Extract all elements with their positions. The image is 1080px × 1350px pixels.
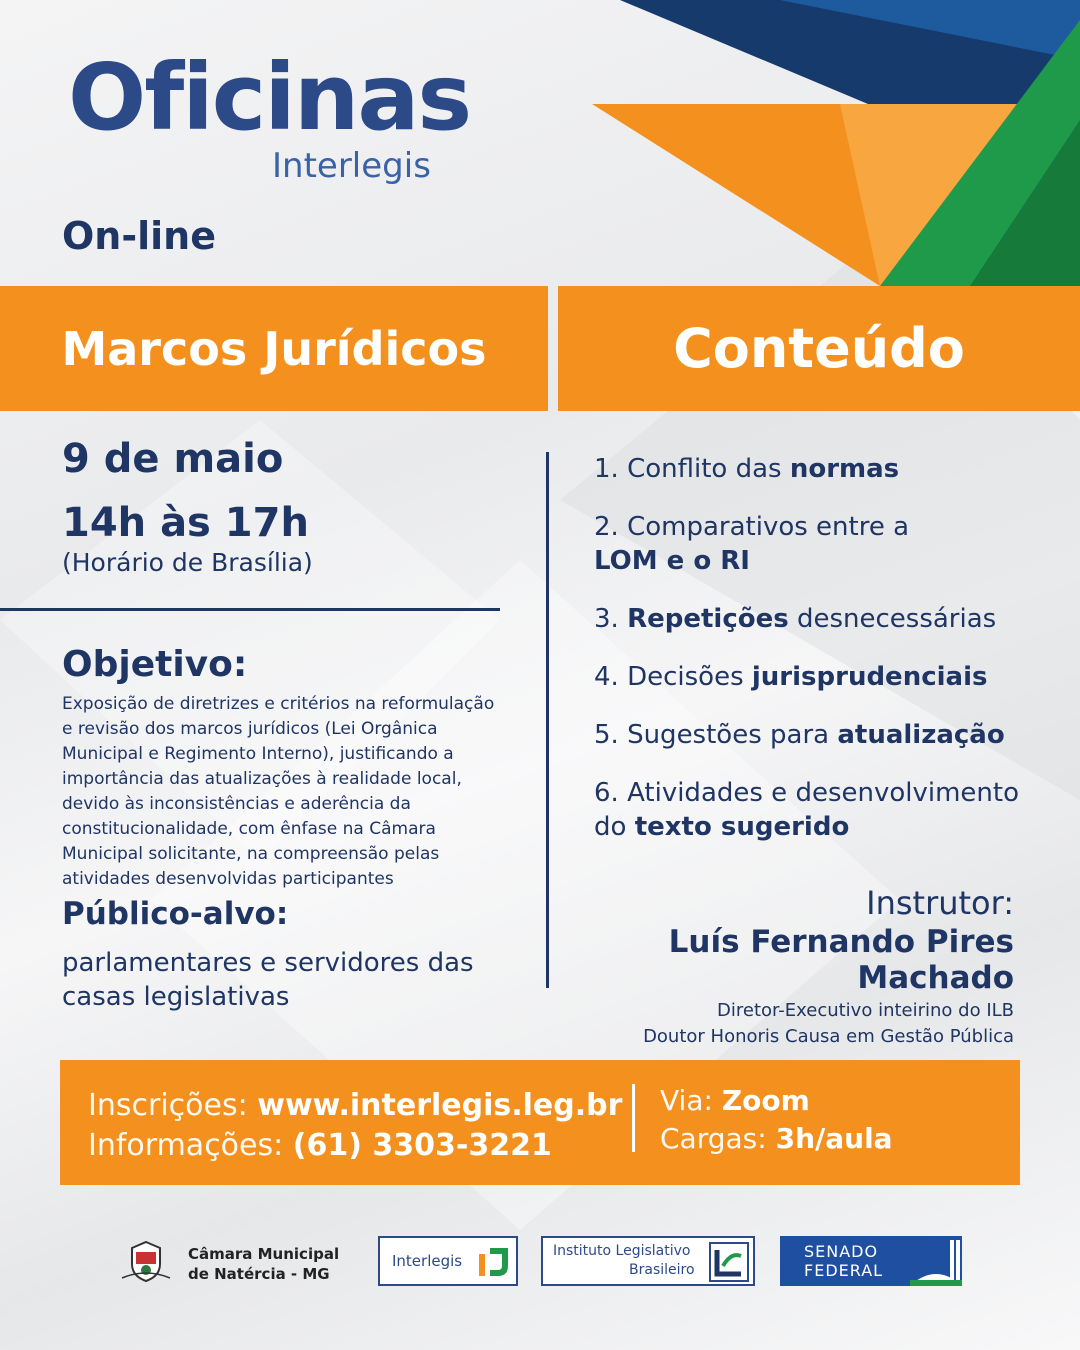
logo-interlegis-subtitle: Interlegis xyxy=(272,146,431,186)
audience-title: Público-alvo: xyxy=(62,896,289,932)
platform-row: Via: Zoom xyxy=(660,1084,810,1117)
footer-divider xyxy=(632,1084,635,1152)
instructor-title: Doutor Honoris Causa em Gestão Pública xyxy=(643,1026,1014,1047)
content-item: 3. Repetições desnecessárias xyxy=(594,604,997,634)
objective-text: Exposição de diretrizes e critérios na reformulação e revisão dos marcos jurídicos (Lei Orgânica Municipal e Regimento Interno), justificando a importância das atualizações à realidade local, devido às inconsistências e aderência da constitucionalidade, com ênfase na Câmara Municipal solicitante, na compreensão pelas atividades desenvolvidas participantes xyxy=(62,694,495,889)
content-title-band xyxy=(558,286,1080,411)
audience-text: parlamentares e servidores das casas legislativas xyxy=(62,948,474,1012)
divider-vertical xyxy=(546,452,549,988)
event-time: 14h às 17h xyxy=(62,500,309,546)
content-title: Conteúdo xyxy=(673,317,965,380)
event-date: 9 de maio xyxy=(62,436,284,482)
interlegis-mark-icon xyxy=(476,1244,512,1280)
content-item: 6. Atividades e desenvolvimento do texto sugerido xyxy=(594,778,1019,842)
instructor-role: Diretor-Executivo inteirino do ILB xyxy=(717,1000,1014,1021)
camara-coat-of-arms-icon xyxy=(118,1238,174,1284)
content-item: 1. Conflito das normas xyxy=(594,454,900,484)
logo-oficinas: Oficinas xyxy=(68,44,471,151)
camara-name: Câmara Municipal de Natércia - MG xyxy=(188,1245,340,1283)
content-item: 2. Comparativos entre a LOM e o RI xyxy=(594,512,910,576)
course-title: Marcos Jurídicos xyxy=(61,321,487,376)
content-item: 4. Decisões jurisprudenciais xyxy=(594,662,988,692)
info-row: Informações: (61) 3303-3221 xyxy=(88,1128,552,1163)
course-title-band xyxy=(0,286,548,411)
senado-dome-icon xyxy=(910,1236,962,1286)
senado-federal-logo: SENADO FEDERAL xyxy=(780,1236,962,1286)
registration-row: Inscrições: www.interlegis.leg.br xyxy=(88,1088,623,1123)
ilb-logo: Instituto Legislativo Brasileiro xyxy=(541,1236,755,1286)
phone-number: (61) 3303-3221 xyxy=(292,1128,552,1163)
content-item: 5. Sugestões para atualização xyxy=(594,720,1005,750)
instructor-name: Luís Fernando Pires Machado xyxy=(668,924,1014,996)
content-list xyxy=(594,452,1034,868)
ilb-mark-icon xyxy=(709,1242,749,1282)
objective-title: Objetivo: xyxy=(62,644,248,685)
instructor-label: Instrutor: xyxy=(866,884,1014,922)
registration-link[interactable]: www.interlegis.leg.br xyxy=(257,1088,623,1123)
mode-label: On-line xyxy=(62,214,217,258)
workload-row: Cargas: 3h/aula xyxy=(660,1122,893,1155)
footer-band xyxy=(60,1060,1020,1185)
interlegis-logo: Interlegis xyxy=(378,1236,518,1286)
divider-horizontal xyxy=(0,608,500,611)
event-timezone: (Horário de Brasília) xyxy=(62,548,313,577)
